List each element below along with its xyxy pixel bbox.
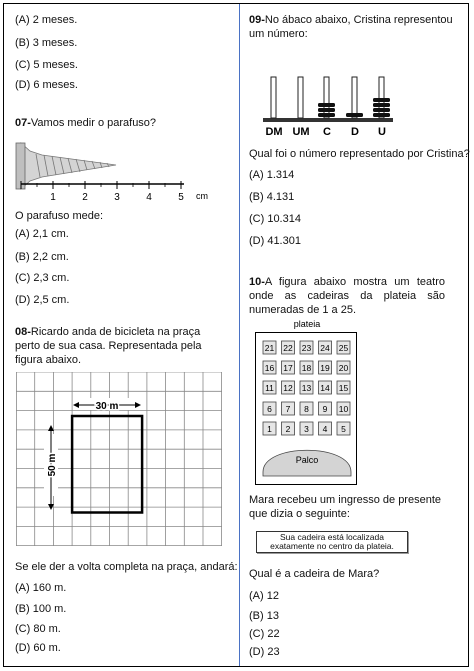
prev-option-b: (B) 3 meses. [15, 37, 78, 49]
q07-option-c: (C) 2,3 cm. [15, 272, 70, 284]
seat-6-label: 6 [267, 404, 272, 414]
abacus-beads-d [346, 113, 363, 117]
abacus-label-c: C [323, 126, 331, 138]
q08-text: Ricardo anda de bicicleta na praça perto de sua casa. Representada pela figura abaixo. [15, 326, 202, 366]
seat-23-label: 23 [301, 343, 312, 353]
seat-9-label: 9 [322, 404, 328, 414]
q08-option-b: (B) 100 m. [15, 603, 67, 615]
ruler-label-3: 3 [114, 192, 120, 203]
ruler-label-4: 4 [146, 192, 152, 203]
seat-3-label: 3 [304, 424, 309, 434]
seat-25-label: 25 [338, 343, 349, 353]
prev-option-a: (A) 2 meses. [15, 14, 78, 26]
q08-option-a: (A) 160 m. [15, 582, 67, 594]
q08-number: 08- [15, 326, 31, 338]
q09-option-a: (A) 1.314 [249, 169, 295, 181]
ticket-box [256, 531, 408, 553]
q08-prompt: Se ele der a volta completa na praça, andará: [15, 561, 238, 573]
q09-prompt: Qual foi o número representado por Cristina? [249, 148, 470, 160]
abacus-label-dm: DM [265, 126, 283, 138]
seat-22-label: 22 [283, 343, 293, 353]
q09-option-b: (B) 4.131 [249, 191, 295, 203]
q10-option-a: (A) 12 [249, 590, 279, 602]
q07-number: 07- [15, 117, 31, 129]
seat-24-label: 24 [320, 343, 330, 353]
q10-option-d: (D) 23 [249, 646, 280, 658]
seat-14-label: 14 [320, 383, 330, 393]
q09-option-c: (C) 10.314 [249, 213, 301, 225]
seat-21-label: 21 [264, 343, 275, 353]
abacus-figure [257, 70, 407, 140]
width-label: 30 m [95, 401, 119, 412]
seat-8-label: 8 [304, 404, 309, 414]
praca-rectangle [72, 416, 142, 513]
seat-10-label: 10 [338, 404, 349, 414]
q09-text: No ábaco abaixo, Cristina representou um número: [249, 14, 453, 40]
prev-option-d: (D) 6 meses. [15, 79, 78, 91]
q07-question [15, 116, 156, 130]
seat-4-label: 4 [322, 424, 328, 434]
seat-12-label: 12 [283, 383, 293, 393]
q07-prompt: O parafuso mede: [15, 210, 104, 222]
column-divider [239, 4, 240, 666]
seat-13-label: 13 [301, 383, 312, 393]
ruler-label-2: 2 [82, 192, 88, 203]
abacus-label-d: D [351, 126, 359, 138]
prev-option-c: (C) 5 meses. [15, 59, 78, 71]
plateia-label: plateia [293, 319, 321, 329]
praca-grid-figure [16, 372, 222, 546]
seat-11-label: 11 [265, 383, 274, 393]
stage-label: Palco [295, 455, 319, 465]
screw-ruler-figure [12, 137, 212, 205]
q10-option-c: (C) 22 [249, 628, 280, 640]
q08-option-d: (D) 60 m. [15, 642, 61, 654]
ruler-unit: cm [196, 191, 208, 201]
seat-row-5 [263, 341, 350, 354]
abacus-label-um: UM [292, 126, 310, 138]
q08-question [15, 325, 227, 367]
q07-option-d: (D) 2,5 cm. [15, 294, 70, 306]
seat-17-label: 17 [283, 363, 293, 373]
seat-16-label: 16 [264, 363, 275, 373]
seat-1-label: 1 [267, 424, 272, 434]
seat-15-label: 15 [338, 383, 349, 393]
q07-text: Vamos medir o parafuso? [30, 117, 157, 129]
ruler-label-1: 1 [50, 192, 56, 203]
abacus-base [263, 118, 393, 122]
q10-option-b: (B) 13 [249, 610, 279, 622]
q10-text: A figura abaixo mostra um teatro onde as cadeiras da plateia são numeradas de 1 a 25. [249, 276, 445, 316]
seat-row-1 [263, 422, 350, 435]
q10-context: Mara recebeu um ingresso de presente que dizia o seguinte: [249, 494, 441, 520]
seat-5-label: 5 [341, 424, 346, 434]
seat-7-label: 7 [285, 404, 291, 414]
q10-question [249, 275, 445, 317]
q09-option-d: (D) 41.301 [249, 235, 301, 247]
seat-18-label: 18 [301, 363, 312, 373]
q09-number: 09- [249, 14, 265, 26]
q07-option-a: (A) 2,1 cm. [15, 228, 69, 240]
theater-figure [255, 317, 357, 485]
q10-prompt: Qual é a cadeira de Mara? [249, 568, 380, 580]
seat-row-2 [263, 402, 350, 415]
ticket-line-2: exatamente no centro da plateia. [270, 541, 394, 551]
seat-row-4 [263, 361, 350, 374]
q07-option-b: (B) 2,2 cm. [15, 251, 69, 263]
abacus-label-u: U [378, 126, 386, 138]
worksheet-page [3, 3, 469, 667]
seat-2-label: 2 [285, 424, 291, 434]
ruler-label-5: 5 [178, 192, 184, 203]
ruler-ticks [21, 181, 181, 189]
q09-question [249, 13, 461, 41]
seat-row-3 [263, 381, 350, 394]
ticket-line-1: Sua cadeira está localizada [280, 532, 384, 542]
abacus-beads-c [318, 103, 335, 117]
q08-option-c: (C) 80 m. [15, 623, 61, 635]
height-label: 50 m [47, 453, 58, 477]
seat-20-label: 20 [338, 363, 349, 373]
q10-number: 10- [249, 276, 265, 288]
seat-19-label: 19 [320, 363, 330, 373]
